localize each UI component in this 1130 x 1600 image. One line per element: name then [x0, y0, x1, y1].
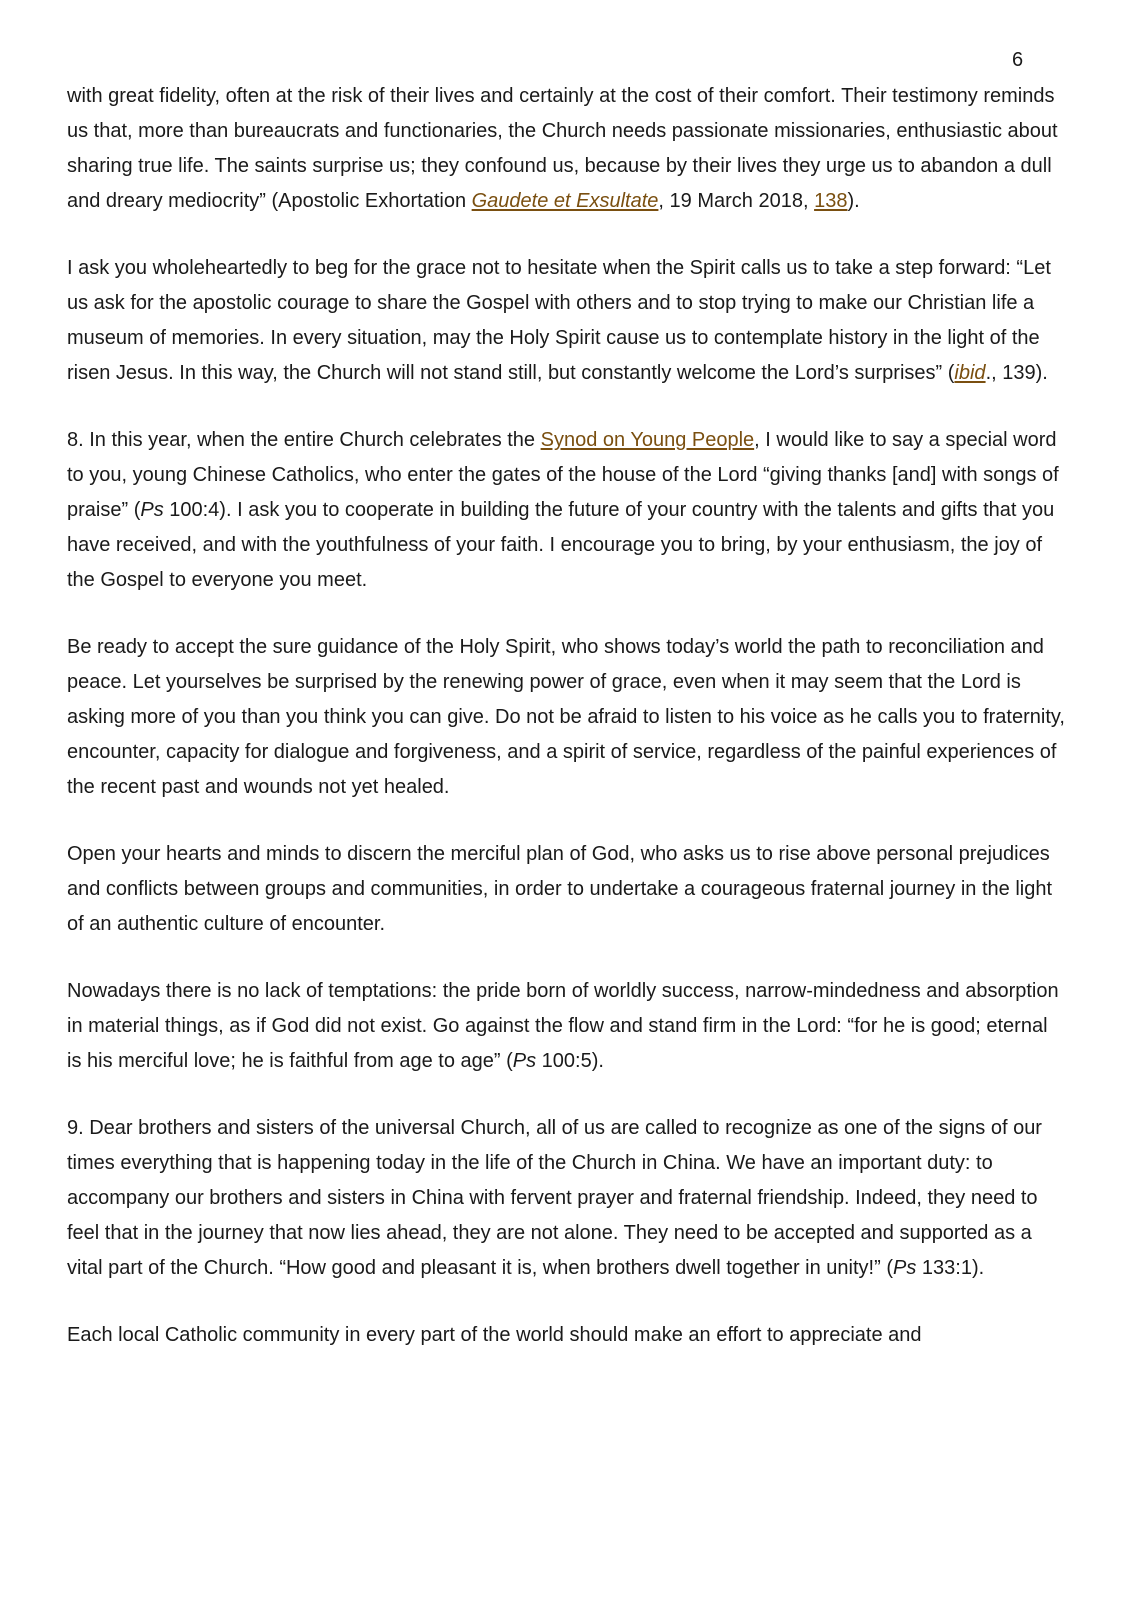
- paragraph-7: [67, 1111, 1067, 1286]
- paragraph-7-text-a: 9. Dear brothers and sisters of the universal Church, all of us are called to recognize as one of the signs of our times everything that is happening today in the life of the Church in China. We have an important duty: to accompany our brothers and sisters in China with fervent prayer and fraternal friendship. Indeed, they need to feel that in the journey that now lies ahead, they are not alone. They need to be accepted and supported as a vital part of the Church. “How good and pleasant it is, when brothers dwell together in unity!” (: [67, 1117, 1042, 1279]
- paragraph-5: [67, 837, 1067, 942]
- document-body: [67, 79, 1067, 1385]
- paragraph-138-link[interactable]: 138: [814, 190, 848, 212]
- psalm-abbreviation: Ps: [512, 1050, 537, 1072]
- paragraph-6: [67, 974, 1067, 1079]
- paragraph-6-text-b: 100:5).: [536, 1050, 604, 1072]
- paragraph-3-text-b: , I would like to say a special word to you, young Chinese Catholics, who enter the gates of the house of the Lord “giving thanks [and] with songs of praise” (: [67, 429, 1059, 521]
- paragraph-1-text-b: , 19 March 2018,: [658, 190, 815, 212]
- paragraph-3-text-a: 8. In this year, when the entire Church celebrates the: [67, 429, 541, 451]
- gaudete-et-exsultate-link[interactable]: [472, 190, 659, 212]
- paragraph-7-text-b: 133:1).: [916, 1257, 985, 1279]
- psalm-abbreviation: Ps: [893, 1257, 917, 1279]
- ibid-link[interactable]: [954, 362, 985, 384]
- paragraph-3-text-c: 100:4). I ask you to cooperate in building the future of your country with the talents and gifts that you have received, and with the youthfulness of your faith. I encourage you to bring, by your enthusiasm, the joy of the Gospel to everyone you meet.: [67, 499, 1055, 591]
- paragraph-1-text-c: ).: [847, 190, 860, 212]
- paragraph-1-text-a: with great fidelity, often at the risk of their lives and certainly at the cost of their comfort. Their testimony reminds us that, more than bureaucrats and functionaries, the Church needs passionate missionaries, enthusiastic about sharing true life. The saints surprise us; they confound us, because by their lives they urge us to abandon a dull and dreary mediocrity” (Apostolic Exhortation: [67, 85, 1058, 212]
- psalm-abbreviation: Ps: [140, 499, 164, 521]
- paragraph-4: [67, 630, 1067, 805]
- paragraph-1: [67, 79, 1067, 219]
- paragraph-6-text-a: Nowadays there is no lack of temptations: the pride born of worldly success, narrow-mindedness and absorption in material things, as if God did not exist. Go against the flow and stand firm in the Lord: “for he is good; eternal is his merciful love; he is faithful from age to age” (: [67, 980, 1059, 1072]
- ibid-link-text: ibid: [954, 362, 986, 384]
- synod-on-young-people-link[interactable]: Synod on Young People: [540, 429, 755, 451]
- paragraph-8: [67, 1318, 1067, 1353]
- page-number: 6: [1012, 49, 1024, 71]
- paragraph-8-text: Each local Catholic community in every part of the world should make an effort to appreciate and: [67, 1324, 922, 1346]
- paragraph-2: [67, 251, 1067, 391]
- paragraph-4-text: Be ready to accept the sure guidance of the Holy Spirit, who shows today’s world the path to reconciliation and peace. Let yourselves be surprised by the renewing power of grace, even when it may seem that the Lord is asking more of you than you think you can give. Do not be afraid to listen to his voice as he calls you to fraternity, encounter, capacity for dialogue and forgiveness, and a spirit of service, regardless of the painful experiences of the recent past and wounds not yet healed.: [67, 636, 1065, 798]
- paragraph-2-text-b: ., 139).: [985, 362, 1048, 384]
- gaudete-et-exsultate-link-text: Gaudete et Exsultate: [471, 190, 659, 212]
- paragraph-5-text: Open your hearts and minds to discern the merciful plan of God, who asks us to rise above personal prejudices and conflicts between groups and communities, in order to undertake a courageous fraternal journey in the light of an authentic culture of encounter.: [67, 843, 1053, 935]
- paragraph-3: [67, 423, 1067, 598]
- paragraph-2-text-a: I ask you wholeheartedly to beg for the grace not to hesitate when the Spirit calls us to take a step forward: “Let us ask for the apostolic courage to share the Gospel with others and to stop trying to make our Christian life a museum of memories. In every situation, may the Holy Spirit cause us to contemplate history in the light of the risen Jesus. In this way, the Church will not stand still, but constantly welcome the Lord’s surprises” (: [67, 257, 1051, 384]
